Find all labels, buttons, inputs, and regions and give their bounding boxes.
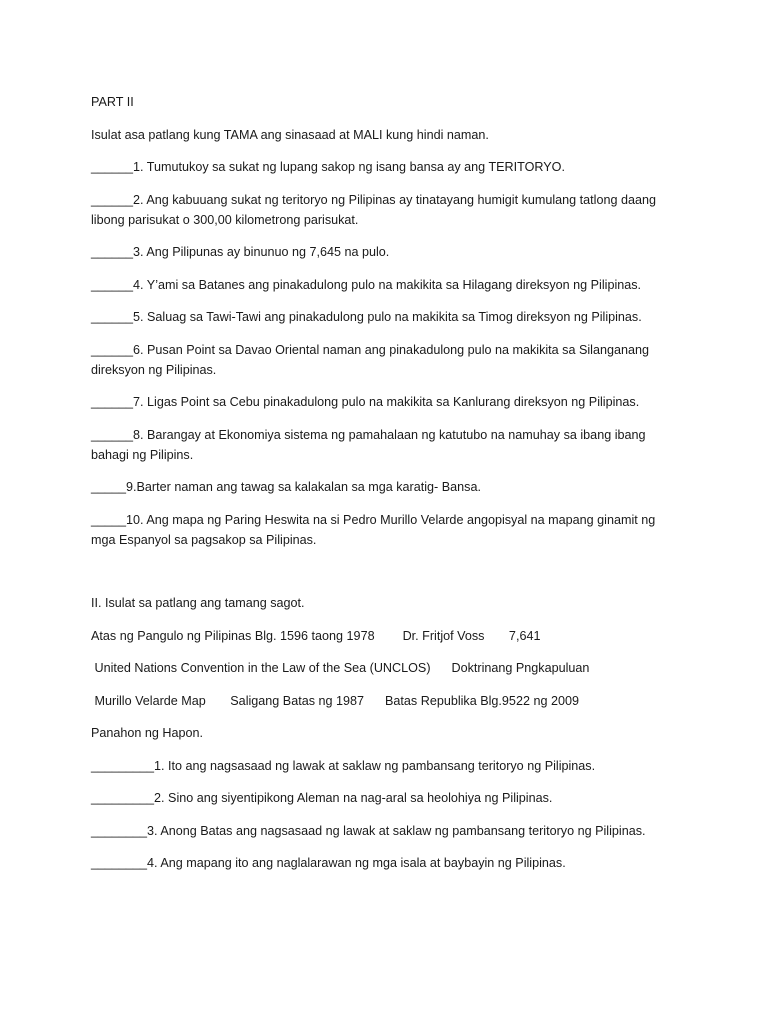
section-spacer <box>91 562 681 593</box>
true-false-item-9: _____9.Barter naman ang tawag sa kalakalan sa mga karatig- Bansa. <box>91 480 481 494</box>
true-false-item-8: ______8. Barangay at Ekonomiya sistema ng pamahalaan ng katutubo na namuhay sa ibang ibang bahagi ng Pilipins. <box>91 427 646 462</box>
document-page <box>91 92 681 886</box>
true-false-item-4: ______4. Y’ami sa Batanes ang pinakadulong pulo na makikita sa Hilagang direksyon ng Pilipinas. <box>91 277 642 292</box>
true-false-item-5: ______5. Saluag sa Tawi-Tawi ang pinakadulong pulo na makikita sa Timog direksyon ng Pilipinas. <box>91 310 642 324</box>
fill-blank-item-2: _________2. Sino ang siyentipikong Aleman na nag-aral sa heolohiya ng Pilipinas. <box>91 791 553 805</box>
true-false-item-10: _____10. Ang mapa ng Paring Heswita na si Pedro Murillo Velarde angopisyal na mapang ginamit ng mga Espanyol sa pagsakop sa Pilipinas. <box>91 512 656 547</box>
true-false-item-1: ______1. Tumutukoy sa sukat ng lupang sakop ng isang bansa ay ang TERITORYO. <box>91 160 565 174</box>
true-false-item-3: ______3. Ang Pilipunas ay binunuo ng 7,645 na pulo. <box>91 245 390 259</box>
true-false-item-7: ______7. Ligas Point sa Cebu pinakadulong pulo na makikita sa Kanlurang direksyon ng Pilipinas. <box>91 395 640 409</box>
fill-blank-item-3: ________3. Anong Batas ang nagsasaad ng lawak at saklaw ng pambansang teritoryo ng Pilipinas. <box>91 823 646 838</box>
part1-instruction: Isulat asa patlang kung TAMA ang sinasaad at MALI kung hindi naman. <box>91 127 489 142</box>
fill-blank-item-4: ________4. Ang mapang ito ang naglalarawan ng mga isala at baybayin ng Pilipinas. <box>91 856 566 870</box>
answer-choices-line-3: Murillo Velarde Map Saligang Batas ng 1987 Batas Republika Blg.9522 ng 2009 <box>91 693 579 708</box>
true-false-item-6: ______6. Pusan Point sa Davao Oriental naman ang pinakadulong pulo na makikita sa Silanganang direksyon ng Pilipinas. <box>91 342 650 377</box>
part-heading: PART II <box>91 95 134 109</box>
part2-instruction: II. Isulat sa patlang ang tamang sagot. <box>91 596 305 610</box>
true-false-item-2: ______2. Ang kabuuang sukat ng teritoryo ng Pilipinas ay tinatayang humigit kumulang tatlong daang libong parisukat o 300,00 kilometrong parisukat. <box>91 192 657 227</box>
answer-choices-line-4: Panahon ng Hapon. <box>91 726 204 740</box>
answer-choices-line-2: United Nations Convention in the Law of the Sea (UNCLOS) Doktrinang Pngkapuluan <box>91 661 590 675</box>
answer-choices-line-1: Atas ng Pangulo ng Pilipinas Blg. 1596 taong 1978 Dr. Fritjof Voss 7,641 <box>91 628 541 643</box>
fill-blank-item-1: _________1. Ito ang nagsasaad ng lawak at saklaw ng pambansang teritoryo ng Pilipinas. <box>91 758 596 773</box>
